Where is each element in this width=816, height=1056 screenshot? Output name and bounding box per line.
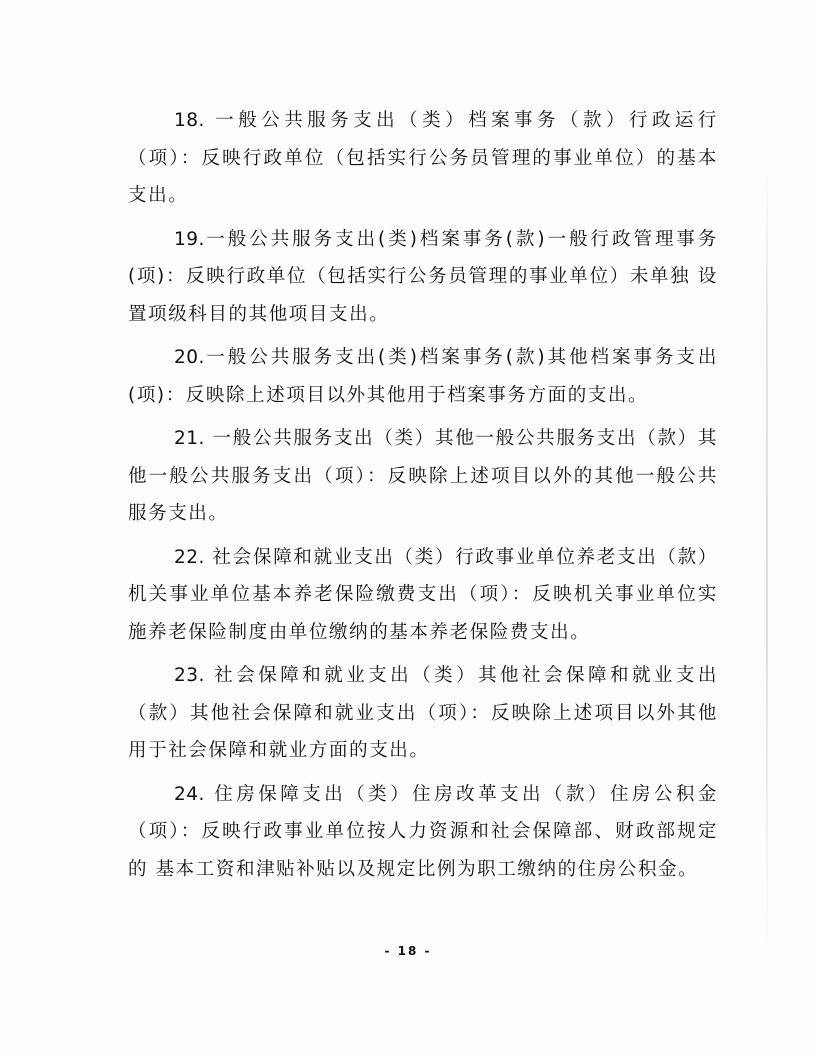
paragraph-number: 21. [174,428,205,449]
paragraph-text: 一般公共服务支出(类)档案事务(款)一般行政管理事务(项)：反映行政单位（包括实行公务员管理的事业单位）未单独 设置项级科目的其他项目支出。 [128,228,718,325]
paragraph-20 [128,339,718,414]
paragraph-number: 18. [174,110,205,131]
paragraph-text: 一般公共服务支出（类）档案事务（款）行政运行（项）：反映行政单位（包括实行公务员管理的事业单位）的基本支出。 [128,110,719,206]
paragraph-number: 19. [174,228,205,250]
paragraph-19 [128,221,718,334]
paragraph-text: 一般公共服务支出（类）其他一般公共服务支出（款）其他一般公共服务支出（项）：反映除上述项目以外的其他一般公共服务支出。 [128,428,718,524]
scan-shadow-edge [766,170,768,950]
paragraph-number: 20. [174,347,205,368]
paragraph-text: 社会保障和就业支出（类）行政事业单位养老支出（款）机关事业单位基本养老保险缴费支出（项）：反映机关事业单位实施养老保险制度由单位缴纳的基本养老保险费支出。 [128,546,718,643]
paragraph-text: 社会保障和就业支出（类）其他社会保障和就业支出（款）其他社会保障和就业支出（项）：反映除上述项目以外其他用于社会保障和就业方面的支出。 [128,665,718,761]
paragraph-text: 一般公共服务支出(类)档案事务(款)其他档案事务支出(项)：反映除上述项目以外其他用于档案事务方面的支出。 [128,347,718,406]
paragraph-number: 24. [174,783,205,805]
page-number: - 18 - [384,944,432,958]
paragraph-22 [128,539,718,652]
paragraph-23 [128,657,718,770]
document-body [128,102,718,894]
paragraph-21 [128,420,718,533]
paragraph-number: 23. [174,665,205,686]
paragraph-18 [128,102,718,215]
paragraph-number: 22. [174,546,205,568]
paragraph-text: 住房保障支出（类）住房改革支出（款）住房公积金（项）：反映行政事业单位按人力资源和社会保障部、财政部规定的 基本工资和津贴补贴以及规定比例为职工缴纳的住房公积金。 [128,783,718,880]
paragraph-24 [128,776,718,889]
